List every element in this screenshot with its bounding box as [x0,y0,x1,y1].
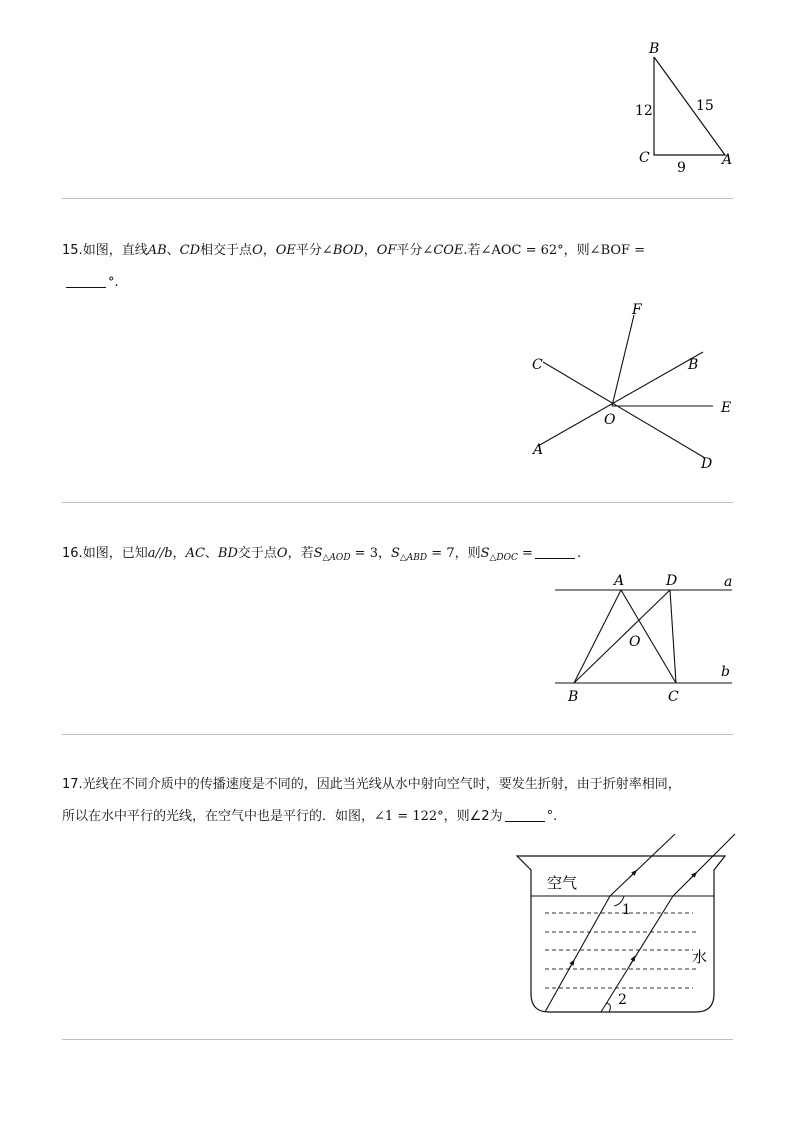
point-c-label: C [668,689,679,705]
light-ray-1-air [610,834,675,896]
angle-2-label: 2 [618,992,627,1008]
vertex-a-label: A [722,152,733,168]
point-b-label: B [568,689,579,705]
beaker-refraction-figure [505,826,745,1018]
air-label: 空气 [547,874,578,892]
point-a-label: A [614,573,625,589]
vertex-b-label: B [649,41,660,57]
point-d-label: D [666,573,678,589]
ray-of [612,315,634,406]
point-f-label: F [632,302,642,318]
point-c-label: C [532,357,543,373]
segment-ab [574,590,621,683]
line-cd [543,362,705,458]
divider [62,198,733,199]
point-o-label: O [604,412,616,428]
point-a-label: A [533,442,544,458]
question-15-answer-line: °. [62,266,119,300]
line-b-label: b [721,664,730,680]
question-number: 17. [62,777,83,792]
triangle-figure [630,38,740,178]
point-o-label: O [629,634,641,650]
point-d-label: D [701,456,713,472]
angle-1-label: 1 [622,902,631,918]
question-17-line-2: 所以在水中平行的光线，在空气中也是平行的．如图，∠1 = 122°，则∠2为 °. [62,809,558,824]
answer-blank[interactable] [66,275,106,288]
divider [62,734,733,735]
side-ab-length: 15 [696,98,714,114]
point-e-label: E [721,400,732,416]
question-16-text: 16.如图，已知a//b，AC、BD交于点O，若$S_{\triangle AOD} = 3$，$S_{\triangle ABD} = 7$，则$S_{\triangle DOC}$ = . [62,546,582,563]
divider [62,1039,733,1040]
parallel-lines-figure [550,568,742,710]
arrow-icon [630,958,634,965]
arrow-icon [630,872,635,877]
water-dashes [545,913,697,988]
arrow-icon [569,962,573,969]
side-bc-length: 12 [635,103,653,119]
answer-blank[interactable] [505,809,545,822]
question-15-text: 15.如图，直线AB、CD相交于点O，OE平分∠BOD，OF平分∠COE.若∠AOC = 62°，则∠BOF = [62,243,646,258]
light-ray-2-air [673,834,735,896]
line-ab [538,352,703,446]
question-number: 15. [62,243,83,258]
water-label: 水 [692,948,708,966]
side-ca-length: 9 [677,160,686,176]
answer-blank[interactable] [535,546,575,559]
segment-bd [574,590,670,683]
triangle-abc [654,57,725,155]
point-b-label: B [688,357,699,373]
vertex-c-label: C [639,150,650,166]
divider [62,502,733,503]
line-a-label: a [724,574,733,590]
angle-2-arc [606,1003,610,1012]
arrow-icon [690,874,695,879]
segment-dc [670,590,676,683]
intersecting-lines-figure [525,298,745,478]
question-17-line-1: 17.光线在不同介质中的传播速度是不同的，因此当光线从水中射向空气时，要发生折射，由于折射率相同， [62,777,681,792]
question-number: 16. [62,546,83,561]
